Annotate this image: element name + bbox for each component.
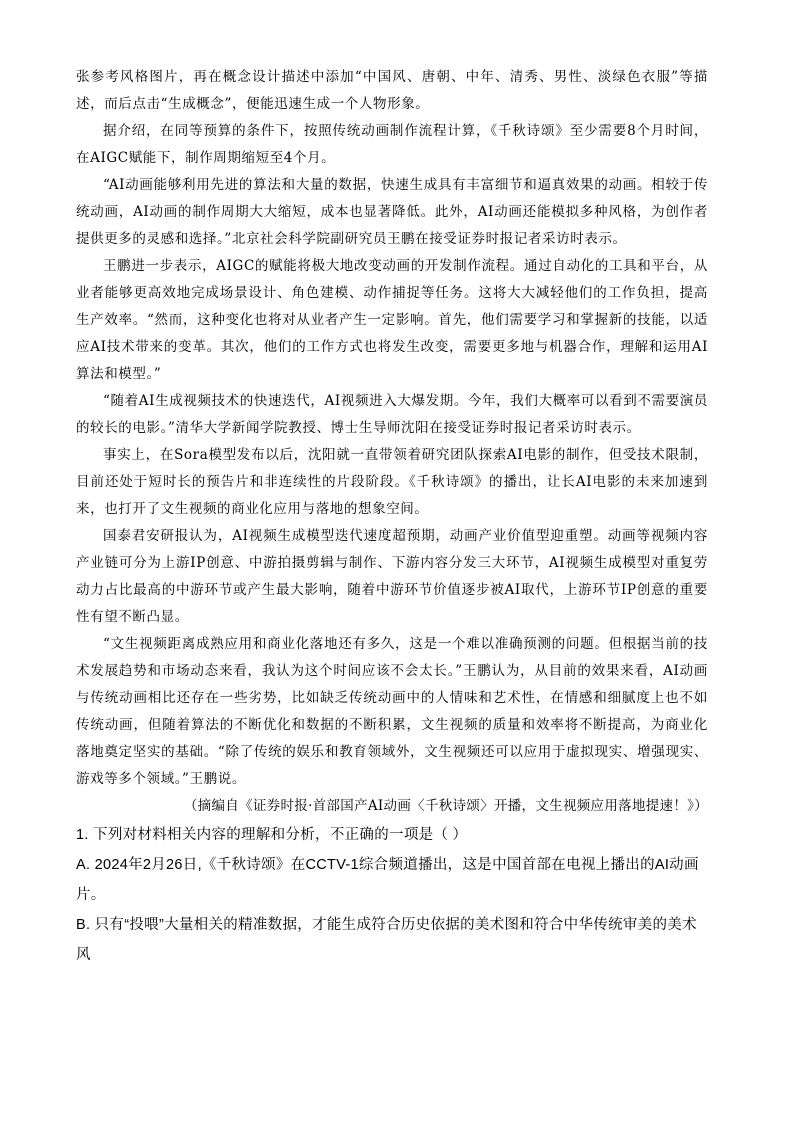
paragraph-4: 王鹏进一步表示，AIGC的赋能将极大地改变动画的开发制作流程。通过自动化的工具和平台，从业者能够更高效地完成场景设计、角色建模、动作捕捉等任务。这将大大减轻他们的工作负担，提高生产效率。“然而，这种变化也将对从业者产生一定影响。首先，他们需要学习和掌握新的技能，以适应AI技术带来的变革。其次，他们的工作方式也将发生改变，需要更多地与机器合作，理解和运用AI算法和模型。” <box>76 258 708 382</box>
paragraph-8: “文生视频距离成熟应用和商业化落地还有多久，这是一个难以准确预测的问题。但根据当前的技术发展趋势和市场动态来看，我认为这个时间应该不会太长。”王鹏认为，从目前的效果来看，AI动画与传统动画相比还存在一些劣势，比如缺乏传统动画中的人情味和艺术性，在情感和细腻度上也不如传统动画，但随着算法的不断优化和数据的不断积累，文生视频的质量和效率将不断提高，为商业化落地奠定坚实的基础。“除了传统的娱乐和教育领域外，文生视频还可以应用于虚拟现实、增强现实、游戏等多个领域。”王鹏说。 <box>76 636 708 787</box>
paragraph-5: “随着AI生成视频技术的快速迭代，AI视频进入大爆发期。今年，我们大概率可以看到不需要演员的较长的电影。”清华大学新闻学院教授、博士生导师沈阳在接受证券时报记者采访时表示。 <box>76 393 708 436</box>
article-source: （摘编自《证券时报·首部国产AI动画〈千秋诗颂〉开播，文生视频应用落地提速！》） <box>183 798 708 814</box>
paragraph-2: 据介绍，在同等预算的条件下，按照传统动画制作流程计算，《千秋诗颂》至少需要8个月时间，在AIGC赋能下，制作周期缩短至4个月。 <box>76 123 708 166</box>
question-stem: 1. 下列对材料相关内容的理解和分析，不正确的一项是（ ） <box>76 827 468 843</box>
paragraph-6: 事实上，在Sora模型发布以后，沈阳就一直带领着研究团队探索AI电影的制作，但受技术限制，目前还处于短时长的预告片和非连续性的片段阶段。《千秋诗颂》的播出，让长AI电影的未来加速到来，也打开了文生视频的商业化应用与落地的想象空间。 <box>76 447 708 517</box>
question-option-a: A. 2024年2月26日,《千秋诗颂》在CCTV-1综合频道播出，这是中国首部在电视上播出的AI动画片。 <box>76 857 699 903</box>
paragraph-1: 张参考风格图片，再在概念设计描述中添加“中国风、唐朝、中年、清秀、男性、淡绿色衣服”等描述，而后点击“生成概念”，便能迅速生成一个人物形象。 <box>76 69 708 112</box>
paragraph-3: “AI动画能够利用先进的算法和大量的数据，快速生成具有丰富细节和逼真效果的动画。相较于传统动画，AI动画的制作周期大大缩短，成本也显著降低。此外，AI动画还能模拟多种风格，为创作者提供更多的灵感和选择。”北京社会科学院副研究员王鹏在接受证券时报记者采访时表示。 <box>76 177 708 247</box>
paragraph-7: 国泰君安研报认为，AI视频生成模型迭代速度超预期，动画产业价值型迎重塑。动画等视频内容产业链可分为上游IP创意、中游拍摄剪辑与制作、下游内容分发三大环节，AI视频生成模型对重复劳动力占比最高的中游环节或产生最大影响，随着中游环节价值逐步被AI取代，上游环节IP创意的重要性有望不断凸显。 <box>76 528 708 625</box>
question-option-b: B. 只有“投喂”大量相关的精准数据，才能生成符合历史依据的美术图和符合中华传统审美的美术风 <box>76 917 697 963</box>
